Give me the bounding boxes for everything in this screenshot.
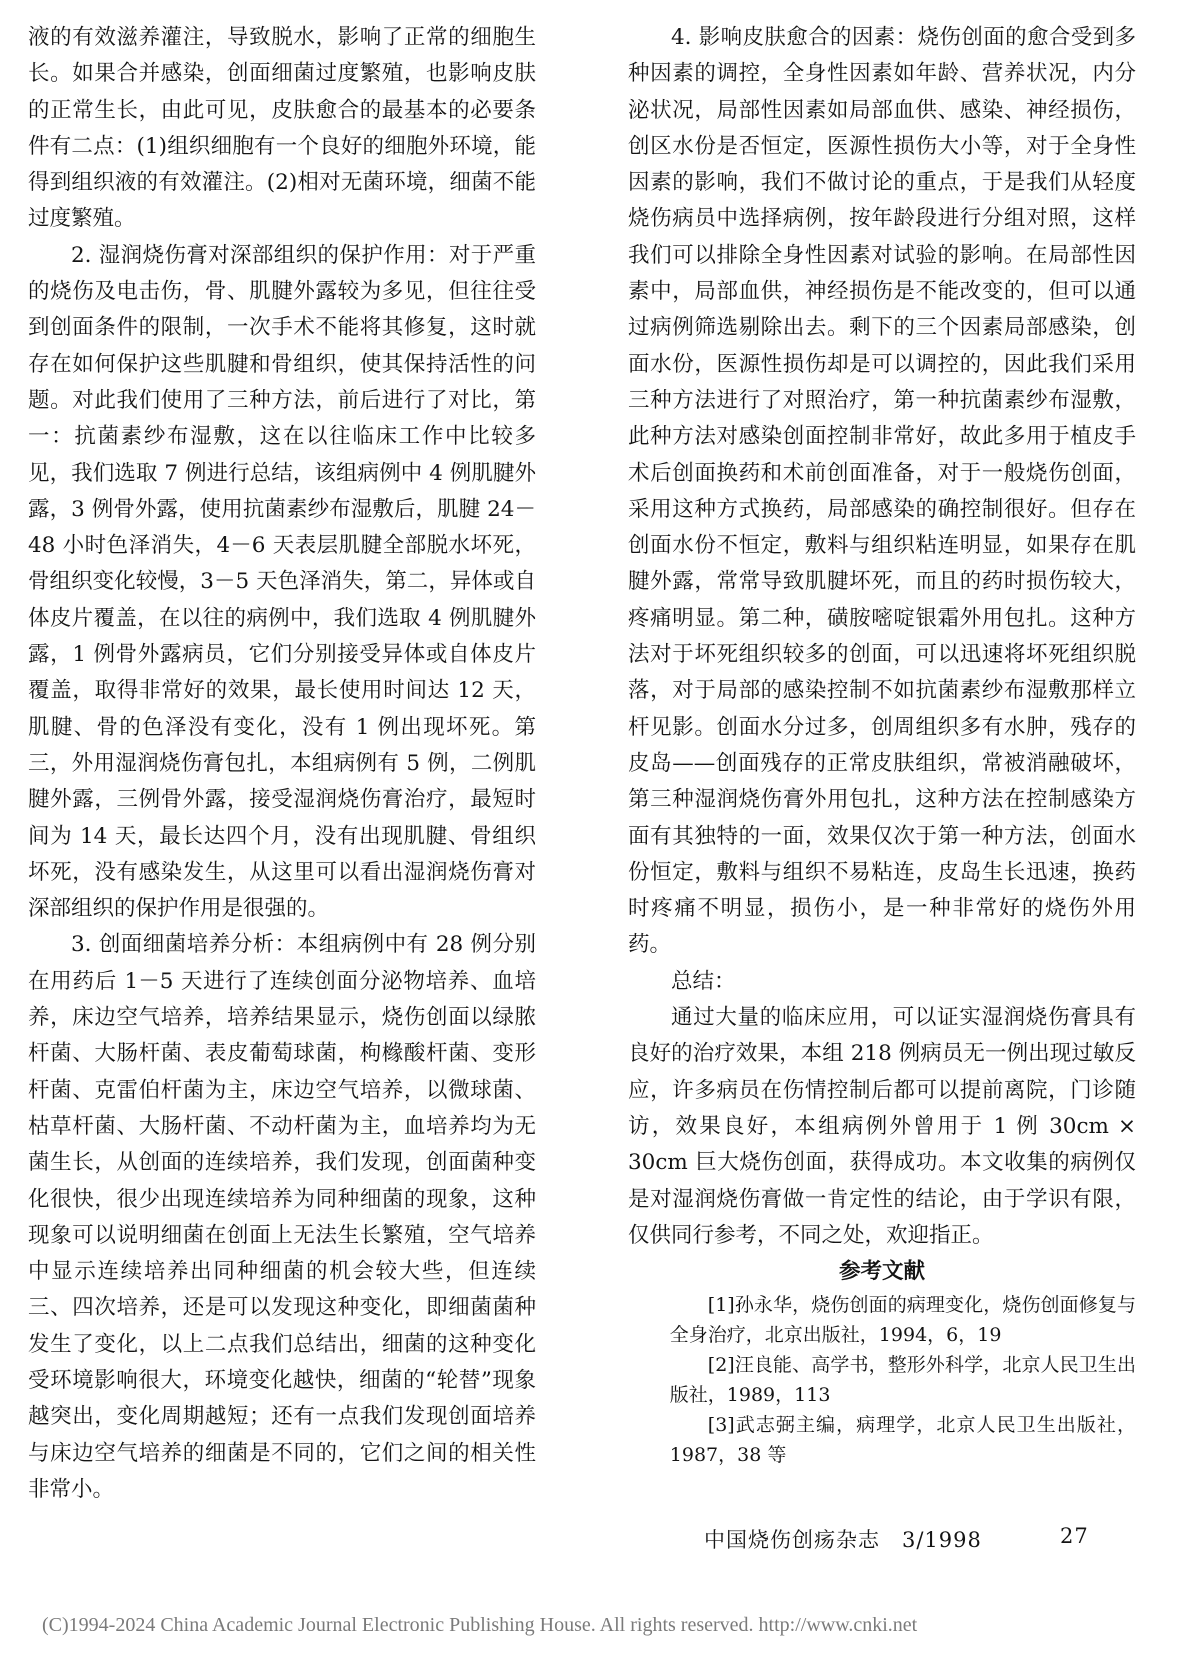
paragraph-summary: 通过大量的临床应用，可以证实湿润烧伤膏具有良好的治疗效果，本组 218 例病员无一例出现过敏反应，许多病员在伤情控制后都可以提前离院，门诊随访，效果良好，本组病例外曾用于 1 例 30cm × 30cm 巨大烧伤创面，获得成功。本文收集的病例仅是对湿润烧伤膏做一肯定性的结论，由于学识有限，仅供同行参考，不同之处，欢迎指正。	[628, 1005, 1136, 1248]
summary-heading: 总结：	[671, 968, 736, 994]
references-title: 参考文献	[838, 1259, 925, 1285]
page-number: 27	[1060, 1524, 1089, 1548]
right-column	[628, 20, 1136, 1470]
page-footer	[704, 1524, 1089, 1554]
reference-item: [1]孙永华，烧伤创面的病理变化，烧伤创面修复与全身治疗，北京出版社，1994，6，19	[669, 1294, 1136, 1347]
left-column	[28, 20, 536, 1508]
paragraph-healing-factors: 4. 影响皮肤愈合的因素：烧伤创面的愈合受到多种因素的调控，全身性因素如年龄、营养状况，内分泌状况，局部性因素如局部血供、感染、神经损伤，创区水份是否恒定，医源性损伤大小等，对于全身性因素的影响，我们不做讨论的重点，于是我们从轻度烧伤病员中选择病例，按年龄段进行分组对照，这样我们可以排除全身性因素对试验的影响。在局部性因素中，局部血供，神经损伤是不能改变的，但可以通过病例筛选剔除出去。剩下的三个因素局部感染，创面水份，医源性损伤却是可以调控的，因此我们采用三种方法进行了对照治疗，第一种抗菌素纱布湿敷，此种方法对感染创面控制非常好，故此多用于植皮手术后创面换药和术前创面准备，对于一般烧伤创面，采用这种方式换药，局部感染的确控制很好。但存在创面水份不恒定，敷料与组织粘连明显，如果存在肌腱外露，常常导致肌腱坏死，而且的药时损伤较大，疼痛明显。第二种，磺胺嘧啶银霜外用包扎。这种方法对于坏死组织较多的创面，可以迅速将坏死组织脱落，对于局部的感染控制不如抗菌素纱布湿敷那样立杆见影。创面水分过多，创周组织多有水肿，残存的皮岛——创面残存的正常皮肤组织，常被消融破坏，第三种湿润烧伤膏外用包扎，这种方法在控制感染方面有其独特的一面，效果仅次于第一种方法，创面水份恒定，敷料与组织不易粘连，皮岛生长迅速，换药时疼痛不明显，损伤小，是一种非常好的烧伤外用药。	[628, 25, 1136, 958]
reference-item: [2]汪良能、高学书，整形外科学，北京人民卫生出版社，1989，113	[669, 1354, 1136, 1407]
journal-name: 中国烧伤创疡杂志 3/1998	[704, 1528, 982, 1552]
copyright-notice: (C)1994-2024 China Academic Journal Electronic Publishing House. All rights reserved. http://www.cnki.net	[42, 1614, 918, 1636]
paragraph-bacterial-culture: 3. 创面细菌培养分析：本组病例中有 28 例分别在用药后 1－5 天进行了连续创面分泌物培养、血培养，床边空气培养，培养结果显示，烧伤创面以绿脓杆菌、大肠杆菌、表皮葡萄球菌，枸橼酸杆菌、变形杆菌、克雷伯杆菌为主，床边空气培养，以微球菌、枯草杆菌、大肠杆菌、不动杆菌为主，血培养均为无菌生长，从创面的连续培养，我们发现，创面菌种变化很快，很少出现连续培养为同种细菌的现象，这种现象可以说明细菌在创面上无法生长繁殖，空气培养中显示连续培养出同种细菌的机会较大些，但连续三、四次培养，还是可以发现这种变化，即细菌菌种发生了变化，以上二点我们总结出，细菌的这种变化受环境影响很大，环境变化越快，细菌的“轮替”现象越突出，变化周期越短；还有一点我们发现创面培养与床边空气培养的细菌是不同的，它们之间的相关性非常小。	[28, 932, 536, 1502]
reference-item: [3]武志弼主编，病理学，北京人民卫生出版社，1987，38 等	[669, 1414, 1136, 1467]
paragraph-continuation: 液的有效滋养灌注，导致脱水，影响了正常的细胞生长。如果合并感染，创面细菌过度繁殖，也影响皮肤的正常生长，由此可见，皮肤愈合的最基本的必要条件有二点：(1)组织细胞有一个良好的细胞外环境，能得到组织液的有效灌注。(2)相对无菌环境，细菌不能过度繁殖。	[28, 25, 536, 232]
paragraph-deep-tissue-protection: 2. 湿润烧伤膏对深部组织的保护作用：对于严重的烧伤及电击伤，骨、肌腱外露较为多见，但往往受到创面条件的限制，一次手术不能将其修复，这时就存在如何保护这些肌腱和骨组织，使其保持活性的问题。对此我们使用了三种方法，前后进行了对比，第一：抗菌素纱布湿敷，这在以往临床工作中比较多见，我们选取 7 例进行总结，该组病例中 4 例肌腱外露，3 例骨外露，使用抗菌素纱布湿敷后，肌腱 24－48 小时色泽消失，4－6 天表层肌腱全部脱水坏死，骨组织变化较慢，3－5 天色泽消失，第二，异体或自体皮片覆盖，在以往的病例中，我们选取 4 例肌腱外露，1 例骨外露病员，它们分别接受异体或自体皮片覆盖，取得非常好的效果，最长使用时间达 12 天，肌腱、骨的色泽没有变化，没有 1 例出现坏死。第三，外用湿润烧伤膏包扎，本组病例有 5 例，二例肌腱外露，三例骨外露，接受湿润烧伤膏治疗，最短时间为 14 天，最长达四个月，没有出现肌腱、骨组织坏死，没有感染发生，从这里可以看出湿润烧伤膏对深部组织的保护作用是很强的。	[28, 242, 536, 922]
